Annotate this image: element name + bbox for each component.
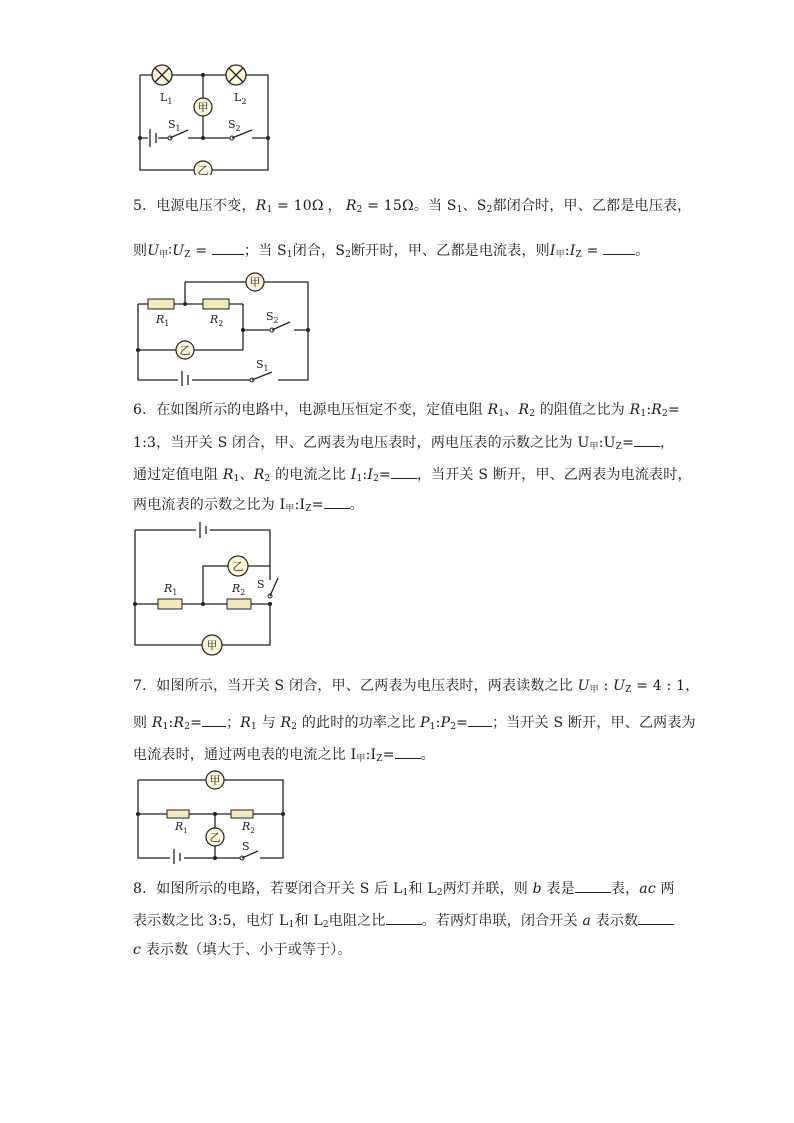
svg-text:S1: $S_1$ xyxy=(168,118,181,133)
svg-text:甲: 甲 xyxy=(209,774,221,787)
circuit-diagram-lamps xyxy=(130,60,280,175)
meter-jia-label: 甲 xyxy=(197,101,209,114)
circuit-diagram-q6 xyxy=(130,520,280,660)
question-7-line-1: 7．如图所示，当开关 S 闭合，甲、乙两表为电压表时，两表读数之比 $U_甲$ : $U_Z = 4$ : 1， xyxy=(133,678,700,695)
svg-text:R1: $R_1$ xyxy=(156,313,170,328)
circuit-diagram-q7 xyxy=(130,768,290,864)
resistor-r2 xyxy=(227,599,251,609)
svg-text:S1: $S_1$ xyxy=(256,358,269,373)
svg-text:R2: $R_2$ xyxy=(242,820,255,835)
switch-s2-label: S xyxy=(228,118,236,131)
svg-text:L1: $L_1$ xyxy=(160,91,173,106)
question-6-line-1: 6．在如图所示的电路中，电源电压恒定不变，定值电阻 $R_1$、$R_2$ 的阻值之比为 $R_1:R_2=$ xyxy=(133,402,680,419)
question-6-line-2: 1:3，当开关 S 闭合，甲、乙两表为电压表时，两电压表的示数之比为 $U_甲:U_Z=$ ， xyxy=(133,432,674,457)
svg-text:L2: $L_2$ xyxy=(234,91,247,106)
answer-blank[interactable] xyxy=(395,744,421,759)
svg-text:乙: 乙 xyxy=(209,831,221,844)
svg-text:甲: 甲 xyxy=(249,276,261,289)
question-8-line-3: c 表示数（填大于、小于或等于）。 xyxy=(133,942,352,958)
answer-blank[interactable] xyxy=(603,240,635,255)
answer-blank[interactable] xyxy=(468,712,492,727)
svg-text:S2: $S_2$ xyxy=(228,118,241,133)
svg-text:S2: $S_2$ xyxy=(266,310,279,325)
question-5-line-2: 则$U_甲∶U_Z$ = ；当 $S_1$闭合，$S_2$断开时，甲、乙都是电流表，则$I_甲:I_Z$ = 。 xyxy=(133,240,649,265)
lamp-l2 xyxy=(226,65,246,85)
svg-text:R2: $R_2$ xyxy=(232,582,246,597)
question-6-line-3: 通过定值电阻 $R_1$、$R_2$ 的电流之比 $I_1:I_2=$ ，当开关 S 断开，甲、乙两表为电流表时， xyxy=(133,464,692,489)
answer-blank[interactable] xyxy=(575,878,611,893)
answer-blank[interactable] xyxy=(638,910,674,925)
svg-text:S: S xyxy=(242,840,250,853)
resistor-r1 xyxy=(167,810,189,818)
answer-blank[interactable] xyxy=(202,712,226,727)
question-8-line-2: 表示数之比 3:5，电灯 $L_1$和 $L_2$电阻之比 。若两灯串联，闭合开关 a 表示数 xyxy=(133,910,674,935)
question-7-line-2: 则 $R_1:R_2=$ ；$R_1$ 与 $R_2$ 的此时的功率之比 $P_1:P_2=$ ；当开关 S 断开，甲、乙两表为 xyxy=(133,712,696,737)
resistor-r1 xyxy=(158,599,182,609)
question-5-line-1: 5．电源电压不变，$R_1 = 10\Omega$ ， $R_2 = 15\Omega$。当 $S_1$、$S_2$都闭合时，甲、乙都是电压表， xyxy=(133,198,692,215)
question-6-line-4: 两电流表的示数之比为 $I_甲:I_Z=$ 。 xyxy=(133,494,364,519)
svg-text:乙: 乙 xyxy=(232,560,244,573)
resistor-r2 xyxy=(203,299,229,309)
svg-text:R1: $R_1$ xyxy=(175,820,188,835)
resistor-r1 xyxy=(148,299,174,309)
answer-blank[interactable] xyxy=(391,464,417,479)
resistor-r2 xyxy=(231,810,253,818)
meter-yi-label: 乙 xyxy=(197,164,209,175)
switch-s1-label: S xyxy=(168,118,176,131)
svg-text:S: S xyxy=(257,578,265,591)
lamp-l2-label: L xyxy=(234,91,242,104)
svg-text:乙: 乙 xyxy=(179,344,191,357)
question-7-line-3: 电流表时，通过两电表的电流之比 $I_甲:I_Z=$ 。 xyxy=(133,744,435,769)
answer-blank[interactable] xyxy=(212,240,244,255)
lamp-l1-label: L xyxy=(160,91,168,104)
svg-text:R2: $R_2$ xyxy=(210,313,224,328)
svg-text:R1: $R_1$ xyxy=(164,582,178,597)
svg-text:甲: 甲 xyxy=(206,639,218,652)
answer-blank[interactable] xyxy=(324,494,350,509)
answer-blank[interactable] xyxy=(634,432,660,447)
lamp-l1 xyxy=(152,65,172,85)
circuit-diagram-q5 xyxy=(130,268,320,386)
answer-blank[interactable] xyxy=(386,910,422,925)
question-8-line-1: 8．如图所示的电路，若要闭合开关 S 后 $L_1$和 $L_2$两灯并联，则 b 表是 表，ac 两 xyxy=(133,878,675,903)
